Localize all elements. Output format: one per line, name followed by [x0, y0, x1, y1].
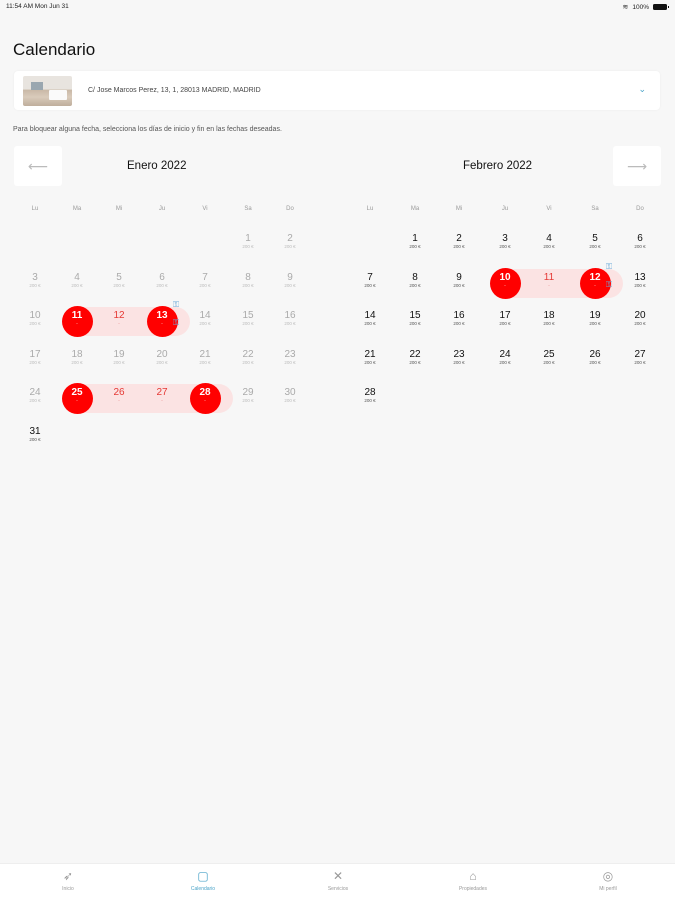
calendar-day[interactable]: [190, 310, 220, 327]
weekday-label: Lu: [366, 206, 374, 212]
day-number: 17: [29, 348, 41, 360]
calendar-day[interactable]: [534, 310, 564, 327]
calendar-day[interactable]: [190, 272, 220, 289]
day-price: 200 €: [29, 359, 41, 365]
day-price: 200 €: [242, 321, 254, 326]
calendar-day[interactable]: [147, 387, 177, 404]
calendar-day[interactable]: [147, 272, 177, 289]
day-price: 200 €: [634, 359, 646, 365]
day-price: 200 €: [364, 359, 376, 365]
day-number: 28: [364, 387, 376, 398]
calendar-day[interactable]: [147, 349, 177, 366]
status-bar: [0, 0, 675, 14]
day-number: 26: [113, 387, 125, 398]
day-number: 25: [71, 387, 83, 398]
day-price: -: [504, 282, 506, 288]
calendar-day[interactable]: [104, 272, 134, 289]
tab-mi-perfil[interactable]: [578, 869, 638, 892]
calendar-day[interactable]: [625, 310, 655, 327]
day-price: 200 €: [29, 436, 41, 442]
weekday-label: Mi: [115, 206, 123, 212]
day-number: 29: [242, 387, 254, 398]
rocket-icon: ➶: [62, 869, 74, 883]
key-out-icon: ⚿: [606, 279, 613, 289]
property-thumbnail: [23, 76, 72, 106]
arrow-left-icon: ⟵: [27, 157, 49, 174]
weekday-label: Vi: [546, 206, 552, 212]
day-number: 15: [242, 310, 254, 321]
key-in-icon: ⚿: [606, 261, 613, 271]
day-price: 200 €: [284, 321, 296, 326]
day-price: 200 €: [156, 282, 168, 288]
calendar-day[interactable]: [62, 349, 92, 366]
calendar-day[interactable]: [233, 272, 263, 289]
day-price: 200 €: [242, 359, 254, 365]
calendar-day[interactable]: [444, 349, 474, 366]
day-price: -: [118, 321, 120, 326]
calendar-day[interactable]: [400, 233, 430, 250]
calendar-day[interactable]: [233, 387, 263, 404]
key-in-icon: ⚿: [173, 300, 180, 309]
day-price: 200 €: [453, 244, 465, 249]
calendar-day[interactable]: [490, 349, 520, 366]
calendar-day[interactable]: [580, 310, 610, 327]
calendar-day[interactable]: [104, 387, 134, 404]
tab-label: Inicio: [62, 886, 74, 892]
day-number: 12: [589, 271, 601, 283]
day-number: 30: [284, 387, 296, 398]
tab-inicio[interactable]: [38, 869, 98, 892]
day-price: 200 €: [634, 244, 646, 249]
day-number: 2: [456, 233, 462, 244]
calendar-day[interactable]: [625, 233, 655, 250]
calendar-day[interactable]: [355, 272, 385, 289]
day-price: 200 €: [284, 282, 296, 288]
day-number: 10: [29, 310, 41, 321]
day-number: 18: [543, 310, 555, 321]
day-number: 27: [634, 348, 646, 360]
day-price: 200 €: [156, 359, 168, 365]
tab-label: Servicios: [327, 886, 349, 892]
day-price: 200 €: [543, 321, 555, 326]
calendar-day[interactable]: [490, 310, 520, 327]
day-number: 23: [284, 348, 296, 360]
calendar-day[interactable]: [20, 387, 50, 404]
weekday-label: Ju: [158, 206, 166, 212]
calendar-day[interactable]: [275, 272, 305, 289]
day-number: 22: [409, 348, 421, 360]
chevron-down-icon[interactable]: ⌄: [638, 84, 646, 94]
day-number: 13: [156, 310, 168, 321]
calendar-day[interactable]: [400, 310, 430, 327]
property-selector[interactable]: [14, 71, 660, 110]
weekday-label: Do: [286, 206, 294, 212]
tools-icon: ✕: [332, 869, 344, 883]
day-number: 5: [116, 271, 122, 283]
calendar-day[interactable]: [62, 310, 92, 327]
day-number: 7: [202, 271, 208, 283]
day-number: 16: [284, 310, 296, 321]
day-price: -: [76, 321, 78, 326]
day-number: 2: [287, 233, 293, 244]
day-number: 7: [367, 271, 373, 283]
calendar-day[interactable]: [534, 349, 564, 366]
day-number: 28: [199, 387, 211, 398]
day-price: -: [161, 398, 163, 403]
day-number: 20: [634, 310, 646, 321]
day-price: -: [204, 398, 206, 403]
next-month-button[interactable]: [613, 146, 661, 186]
calendar-day[interactable]: [400, 349, 430, 366]
day-number: 9: [456, 271, 462, 283]
day-price: -: [548, 282, 550, 288]
day-number: 27: [156, 387, 168, 398]
calendar-day[interactable]: [275, 387, 305, 404]
day-number: 21: [364, 348, 376, 360]
day-number: 19: [589, 310, 601, 321]
day-price: 200 €: [543, 244, 555, 249]
day-number: 9: [287, 271, 293, 283]
day-number: 6: [159, 271, 165, 283]
day-number: 12: [113, 310, 125, 321]
day-number: 8: [245, 271, 251, 283]
calendar-day[interactable]: [355, 310, 385, 327]
calendar-day[interactable]: [444, 310, 474, 327]
day-number: 1: [412, 233, 418, 244]
day-price: 200 €: [409, 244, 421, 249]
tab-servicios[interactable]: [308, 869, 368, 892]
instructions-text: Para bloquear alguna fecha, selecciona los días de inicio y fin en las fechas deseadas.: [13, 126, 282, 133]
day-price: -: [594, 282, 596, 288]
day-number: 1: [245, 233, 251, 244]
day-price: 200 €: [284, 244, 296, 249]
day-price: -: [161, 321, 163, 326]
day-price: 200 €: [409, 282, 421, 288]
day-price: 200 €: [29, 282, 41, 288]
status-right: [623, 3, 668, 11]
calendar-day[interactable]: [20, 349, 50, 366]
day-number: 25: [543, 348, 555, 360]
day-price: 200 €: [499, 359, 511, 365]
calendar-day[interactable]: [625, 349, 655, 366]
day-price: 200 €: [284, 398, 296, 403]
day-price: 200 €: [409, 321, 421, 326]
calendar-day[interactable]: [275, 233, 305, 250]
day-number: 23: [453, 348, 465, 360]
calendar-day[interactable]: [580, 349, 610, 366]
month-title-january: Enero 2022: [127, 160, 187, 172]
day-price: 200 €: [29, 398, 41, 403]
key-out-icon: ⚿: [173, 318, 180, 327]
page-title: Calendario: [13, 40, 96, 59]
day-price: 200 €: [589, 359, 601, 365]
day-price: 200 €: [364, 398, 376, 403]
day-number: 26: [589, 348, 601, 360]
weekday-label: Mi: [455, 206, 463, 212]
day-number: 22: [242, 348, 254, 360]
day-number: 10: [499, 271, 511, 283]
day-number: 5: [592, 233, 598, 244]
day-number: 4: [546, 233, 552, 244]
calendar-day[interactable]: [233, 349, 263, 366]
day-price: 200 €: [499, 244, 511, 249]
wifi-icon: ≋: [622, 4, 629, 11]
day-number: 14: [199, 310, 211, 321]
calendar-day[interactable]: [490, 233, 520, 250]
calendar-day[interactable]: [62, 387, 92, 404]
battery-percent: 100%: [632, 3, 649, 11]
calendar-day[interactable]: [20, 310, 50, 327]
day-number: 18: [71, 348, 83, 360]
calendar-day[interactable]: [444, 272, 474, 289]
day-price: 200 €: [634, 321, 646, 326]
day-price: 200 €: [113, 359, 125, 365]
previous-month-button[interactable]: [14, 146, 62, 186]
day-price: 200 €: [242, 282, 254, 288]
weekday-label: Ju: [501, 206, 509, 212]
weekday-label: Do: [636, 206, 644, 212]
day-number: 24: [499, 348, 511, 360]
status-time: 11:54 AM Mon Jun 31: [6, 3, 69, 10]
calendar-day[interactable]: [62, 272, 92, 289]
tab-label: Calendario: [190, 886, 216, 892]
calendar-day[interactable]: [534, 233, 564, 250]
day-number: 3: [32, 271, 38, 283]
day-number: 15: [409, 310, 421, 321]
tab-calendario[interactable]: [173, 869, 233, 892]
day-price: 200 €: [589, 321, 601, 326]
day-price: -: [76, 398, 78, 403]
calendar-day[interactable]: [580, 233, 610, 250]
calendar-day[interactable]: [20, 272, 50, 289]
day-price: 200 €: [242, 398, 254, 403]
day-price: 200 €: [71, 282, 83, 288]
weekday-label: Sa: [244, 206, 252, 212]
house-icon: ⌂: [469, 869, 477, 883]
calendar-day[interactable]: [20, 426, 50, 443]
tab-propiedades[interactable]: [443, 869, 503, 892]
day-number: 3: [502, 233, 508, 244]
bottom-tab-bar: [0, 863, 675, 901]
day-price: 200 €: [71, 359, 83, 365]
day-price: 200 €: [589, 244, 601, 249]
calendar-day[interactable]: [233, 310, 263, 327]
calendar-icon: ▢: [197, 869, 209, 883]
day-price: 200 €: [543, 359, 555, 365]
day-number: 4: [74, 271, 80, 283]
day-price: 200 €: [453, 321, 465, 326]
day-price: 200 €: [634, 282, 646, 288]
calendar-day[interactable]: [190, 387, 220, 404]
user-icon: ◎: [602, 869, 614, 883]
day-number: 31: [29, 425, 41, 437]
weekday-label: Ma: [72, 206, 82, 212]
day-number: 17: [499, 310, 511, 321]
day-number: 21: [199, 348, 211, 360]
day-price: 200 €: [453, 359, 465, 365]
calendar-day[interactable]: [625, 272, 655, 289]
calendar-day[interactable]: [490, 272, 520, 289]
day-price: 200 €: [199, 359, 211, 365]
month-title-february: Febrero 2022: [463, 160, 533, 172]
calendar-day[interactable]: [355, 387, 385, 404]
day-number: 24: [29, 387, 41, 398]
day-price: 200 €: [364, 282, 376, 288]
calendar-day[interactable]: [104, 310, 134, 327]
arrow-right-icon: ⟶: [626, 157, 648, 174]
day-price: -: [118, 398, 120, 403]
calendar-day[interactable]: [233, 233, 263, 250]
day-price: 200 €: [29, 321, 41, 326]
calendar-day[interactable]: [355, 349, 385, 366]
calendar-day[interactable]: [104, 349, 134, 366]
calendar-day[interactable]: [400, 272, 430, 289]
weekday-label: Lu: [31, 206, 39, 212]
day-price: 200 €: [242, 244, 254, 249]
day-number: 11: [543, 271, 555, 283]
property-address: C/ Jose Marcos Perez, 13, 1, 28013 MADRID, MADRID: [88, 87, 261, 94]
day-price: 200 €: [499, 321, 511, 326]
day-number: 13: [634, 271, 646, 283]
day-price: 200 €: [453, 282, 465, 288]
day-number: 6: [637, 233, 643, 244]
weekday-label: Vi: [202, 206, 208, 212]
calendar-day[interactable]: [444, 233, 474, 250]
day-price: 200 €: [364, 321, 376, 326]
day-price: 200 €: [199, 282, 211, 288]
calendar-day[interactable]: [275, 349, 305, 366]
day-number: 11: [71, 310, 83, 321]
calendar-day[interactable]: [534, 272, 564, 289]
tab-label: Mi perfil: [599, 886, 617, 892]
day-number: 20: [156, 348, 168, 360]
day-price: 200 €: [113, 282, 125, 288]
weekday-label: Sa: [591, 206, 599, 212]
day-price: 200 €: [284, 359, 296, 365]
battery-icon: [653, 4, 667, 10]
calendar-day[interactable]: [190, 349, 220, 366]
calendar-day[interactable]: [275, 310, 305, 327]
day-price: 200 €: [199, 321, 211, 326]
day-number: 8: [412, 271, 418, 283]
day-number: 16: [453, 310, 465, 321]
tab-label: Propiedades: [458, 886, 488, 892]
day-number: 14: [364, 310, 376, 321]
day-price: 200 €: [409, 359, 421, 365]
weekday-label: Ma: [410, 206, 420, 212]
day-number: 19: [113, 348, 125, 360]
